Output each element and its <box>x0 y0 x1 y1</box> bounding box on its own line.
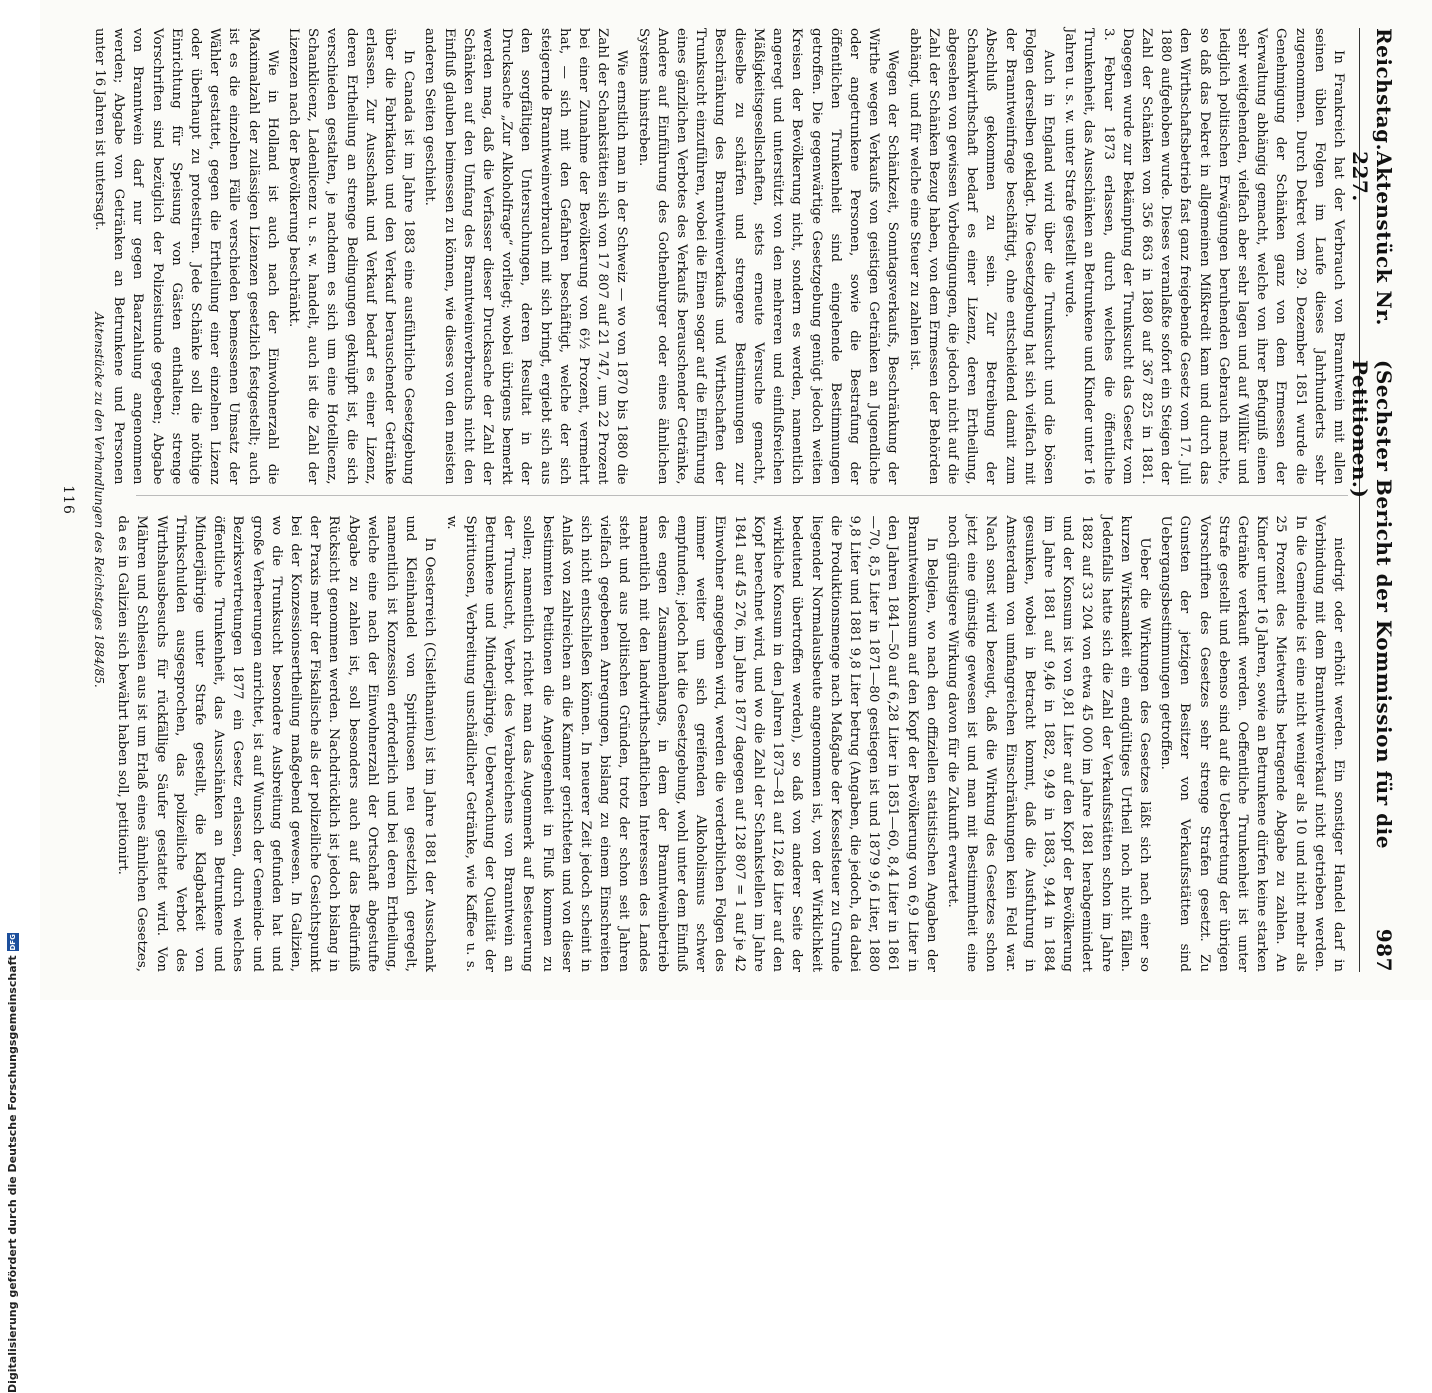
header-title: Aktenstück Nr. 227. <box>1348 151 1396 326</box>
right-column <box>115 515 1348 973</box>
paragraph: Wie in Holland ist auch nach der Einwohnerzahl die Maximalzahl der zulässigen Lizenzen gesetzlich festgestellt; auch ist es die einzelnen Fälle verschieden bemessenen Umsatz der Wähler gestattet, gegen die Ertheilung einer einzelnen Lizenz oder überhaupt zu protestiren. Jede Schänke soll die nöthige Einrichtung für Speisung von Gästen enthalten; strenge Vorschriften sind bezüglich der Polizeistunde gegeben; Abgabe von Branntwein darf nur gegen Baarzahlung angenommen werden; Abgabe von Getränken an Betrunkene und Personen unter 16 Jahren ist untersagt. <box>92 28 280 485</box>
header-left: Reichstag. <box>1372 28 1396 152</box>
header-page-number: 987 <box>1372 928 1396 972</box>
left-column <box>92 28 1348 496</box>
page-header <box>1348 28 1396 972</box>
paragraph: Ueber die Wirkungen des Gesetzes läßt sich nach einer so kurzen Wirksamkeit ein endgültiges Urtheil noch nicht fällen. Jedenfalls hatte sich die Zahl der Verkaufsstätten schon im Jahre 1882 auf 33 204 von etwa 45 000 im Jahre 1881 herabgemindert und der Konsum ist von 9,81 Liter auf den Kopf der Bevölkerung im Jahre 1881 auf 9,46 in 1882, 9,49 in 1883, 9,44 in 1884 gesunken, wobei in Betracht kommt, daß die Ausfuhrung in Amsterdam von umfangreichen Einschränkungen kein Feld war. Nach sonst wird bezeugt, daß die Wirkung des Gesetzes schon jetzt eine günstige gewesen ist und man mit Bestimmtheit eine noch günstigere Wirkung davon für die Zukunft erwartet. <box>944 515 1152 972</box>
paragraph: In Canada ist im Jahre 1883 eine ausführliche Gesetzgebung über die Fabrikation und den Verkauf berauschender Getränke erlassen. Zur Ausschank und Verkauf bedarf es einer Lizenz, deren Ertheilung an strenge Bedingungen geknüpft ist, die sich verschieden gestalten, je nachdem es sich um eine Hotellicenz, Schanklicenz, Ladenlicenz u. s. w. handelt, auch ist die Zahl der Lizenzen nach der Bevölkerung beschränkt. <box>286 28 417 485</box>
header-right: (Sechster Bericht der Kommission für die Petitionen.) <box>1348 359 1396 849</box>
paragraph: In Frankreich hat der Verbrauch von Branntwein mit allen seinen üblen Folgen im Laufe dieses Jahrhunderts sehr zugenommen. Durch Dekret vom 29. Dezember 1851 wurde die Genehmigung der Schänken ganz von dem Ermessen der Verwaltung abhängig gemacht, welche von ihrer Befugniß einen sehr weitgehenden, vielfach aber sehr lagen und auf Willkür und lediglich politischen Erwägungen beruhenden Gebrauch machte, so daß das Dekret in allgemeinen Mißkredit kam und durch das den Wirthschaftsbetrieb fast ganz freigebende Gesetz vom 17. Juli 1880 aufgehoben wurde. Dieses veranlaßte sofort ein Steigen der Zahl der Schänken von 356 863 in 1880 auf 367 825 in 1881. Dagegen wurde zur Bekämpfung der Trunksucht das Gesetz vom 3. Februar 1873 erlassen, durch welches die öffentliche Trunkenheit, das Ausschänken an Betrunkene und Kinder unter 16 Jahren u. s. w. unter Strafe gestellt wurde. <box>1062 28 1346 485</box>
dfg-logo-icon: DFG <box>8 934 17 951</box>
paragraph: In Belgien, wo nach den offiziellen statistischen Angaben der Branntweinkonsum auf den Kopf der Bevölkerung von 6,9 Liter in den Jahren 1841—50 auf 6,28 Liter in 1851—60, 8,4 Liter in 1861—70, 8,5 Liter in 1871—80 gestiegen ist und 1879 9,6 Liter, 1880 9,8 Liter und 1881 9,8 Liter betrug (Angaben, die jedoch, da dabei die Produktionsmenge nach Maßgabe der Kesselsteuer zu Grunde liegender Normalausbeute angenommen ist, von der Wirklichkeit bedeutend übertroffen werden), so daß von anderer Seite der wirkliche Konsum in den Jahren 1873—81 auf 12,68 Liter auf den Kopf berechnet wird, und wo die Zahl der Schankstellen im Jahre 1841 auf 45 276, im Jahre 1877 dagegen auf 128 807 = 1 auf je 42 Einwohner angegeben wird, werden die verderblichen Folgen des immer weiter um sich greifenden Alkoholismus schwer empfunden; jedoch hat die Gesetzgebung, wohl unter dem Einfluß des engen Zusammenhangs, in dem der Branntweinbetrieb namentlich mit den landwirthschaftlichen Interessen des Landes steht und aus politischen Gründen, trotz der schon seit Jahren vielfach gegebenen Anregungen, bislang zu einem Einschreiten sich nicht entschließen können. In neuerer Zeit jedoch scheint in Anlaß von zahlreichen an die Kammer gerichteten und von dieser bestimmten Petitionen die Angelegenheit in Fluß kommen zu sollen; namentlich richtet man das Augenmerk auf Besteuerung der Trunksucht, Verbot des Verabreichens von Branntwein an Betrunkene und Minderjährige, Ueberwachung der Qualität der Spirituosen, Verbreitung unschädlicher Getränke, wie Kaffee u. s. w. <box>443 515 939 972</box>
digitization-credit <box>2 566 24 1393</box>
document-page <box>40 0 1432 1000</box>
paragraph: Auch in England wird über die Trunksucht und die bösen Folgen derselben geklagt. Die Gesetzgebung hat sich vielfach mit der Branntweinfrage beschäftigt, ohne entscheidend damit zum Abschluß gekommen zu sein. Zur Betreibung der Schankwirthschaft bedarf es einer Lizenz, deren Ertheilung, abgesehen von gewissen Vorbedingungen, die jedoch nicht auf die Zahl der Schänken Bezug haben, von dem Ermessen der Behörden abhängt, und für welche eine Steuer zu zahlen ist. <box>906 28 1056 485</box>
paragraph: In Oesterreich (Cisleithanien) ist im Jahre 1881 der Ausschank und Kleinhandel von Spirituosen neu gesetzlich geregelt, namentlich ist Konzession erforderlich und bei deren Ertheilung, welche eine nach der Einwohnerzahl der Ortschaft abgestufte Abgabe zu zahlen ist, soll besonders auch auf das Bedürfniß Rücksicht genommen werden. Nachdrücklich ist jedoch bislang in der Praxis mehr der Fiskalische als der polizeiliche Gesichtspunkt bei der Konzessionsertheilung maßgebend gewesen. In Galizien, wo die Trunksucht besondere Ausbreitung gefunden hat und große Verheerungen anrichtet, ist auf Wunsch der Gemeinde- und Bezirksvertretungen 1877 ein Gesetz erlassen, durch welches öffentliche Trunkenheit, das Ausschänken an Betrunkene und Minderjährige unter Strafe gestellt, die Klagbarkeit von Trinkschulden ausgesprochen, das polizeiliche Verbot des Wirthshausbesuchs für rückfällige Säufer gestattet wird. Von Mähren und Schlesien aus ist um Erlaß eines ähnlichen Gesetzes, da es in Galizien sich bewährt haben soll, petitionirt. <box>115 515 438 972</box>
paragraph: Wegen der Schänkzeit, Sonntagsverkaufs, Beschränkung der Wirthe wegen Verkaufs von geistigen Getränken an Jugendliche oder angetrunkene Personen, sowie die Bestrafung der öffentlichen Trunkenheit sind eingehende Bestimmungen getroffen. Die gegenwärtige Gesetzgebung genügt jedoch weiten Kreisen der Bevölkerung nicht, sondern es werden, namentlich angeregt und unterstützt von den mehreren und einflußreichen Mäßigkeitsgesellschaften, stets erneute Versuche gemacht, dieselbe zu schärfen und strengere Bestimmungen zur Beschränkung des Branntweinverkaufs und Wirthschaften der Trunksucht einzuführen, wobei die Einen sogar auf die Einführung eines gänzlichen Verbotes des Verkaufs berauschender Getränke, Andere auf Einführung des Gothenburger oder eines ähnlichen Systems hinstreben. <box>635 28 901 485</box>
credit-text: Digitalisierung gefördert durch die Deutsche Forschungsgemeinschaft <box>6 955 19 1393</box>
paragraph: Wie ernstlich man in der Schweiz — wo von 1870 bis 1880 die Zahl der Schankstätten sich von 17 807 auf 21 747, um 22 Prozent bei einer Zunahme der Bevölkerung von 6½ Prozent, vermehrt hat, — sich mit den Gefahren beschäftigt, welche der sich steigernde Branntweinverbrauch mit sich bringt, ergiebt sich aus den sorgfältigen Untersuchungen, deren Resultat in der Drucksache „Zur Alkoholfrage“ vorliegt; wobei übrigens bemerkt werden mag, daß die Verfasser dieser Drucksache der Zahl der Schänken auf den Umfang des Branntweinverbrauchs nicht den Einfluß glauben beimessen zu können, wie dieses von den meisten anderen Seiten geschieht. <box>422 28 630 485</box>
paragraph: niedrigt oder erhöht werden. Ein sonstiger Handel darf in Verbindung mit dem Branntweinverkauf nicht getrieben werden. In die Gemeinde ist eine nicht weniger als 10 und nicht mehr als 25 Prozent des Mietwerths betragende Abgabe zu zahlen. An Kinder unter 16 Jahren, sowie an Betrunkene dürfen keine starken Getränke verkauft werden. Oeffentliche Trunkenheit ist unter Strafe gestellt und ebenso sind auf die Uebertretung der übrigen Vorschriften des Gesetzes sehr strenge Strafen gesetzt. Zu Gunsten der jetzigen Besitzer von Verkaufsstätten sind Uebergangsbestimmungen getroffen. <box>1158 515 1346 972</box>
footer-source: Aktenstücke zu den Verhandlungen des Reichstages 1884/85. <box>92 312 106 688</box>
footer-page-label: 116 <box>60 485 76 515</box>
